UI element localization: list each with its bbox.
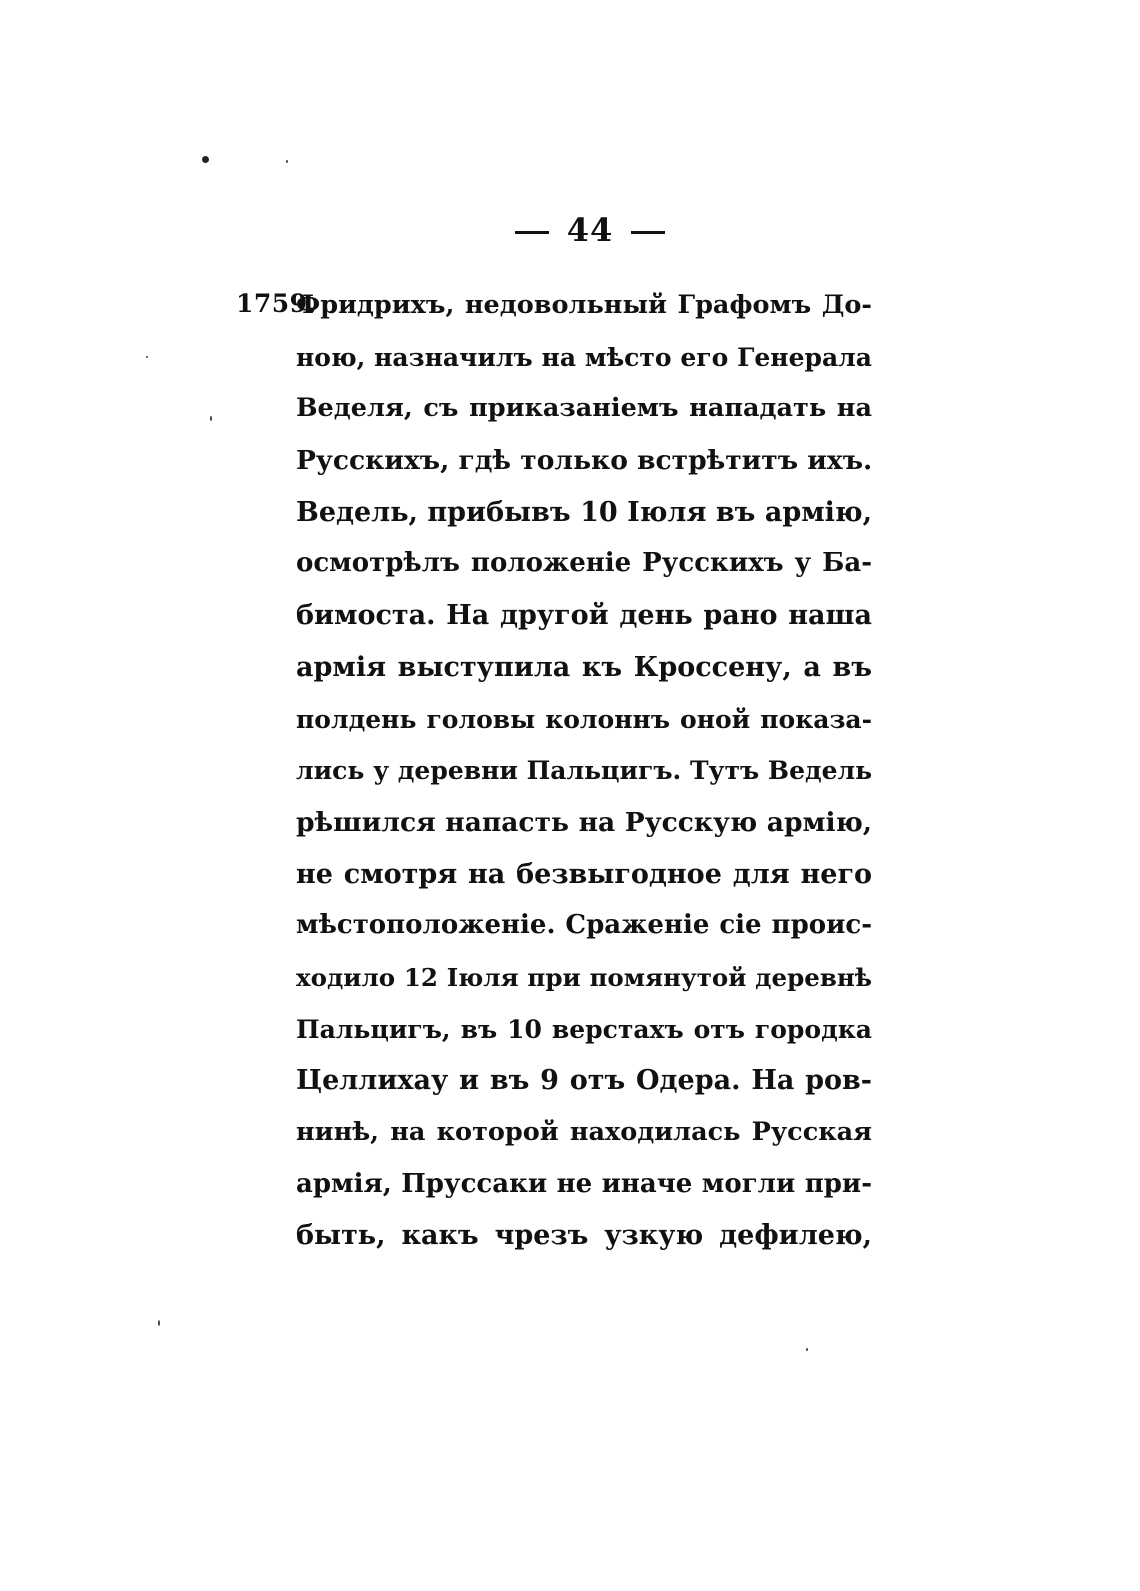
text-line: Ведель, прибывъ 10 Іюля въ армію, — [296, 496, 872, 528]
text-line: бимоста. На другой день рано наша — [296, 600, 872, 632]
scan-speck — [210, 416, 212, 421]
body-text — [296, 280, 872, 1262]
page-header — [470, 205, 710, 255]
text-line: армія выступила къ Кроссену, а въ — [296, 651, 872, 683]
header-dash-right — [631, 231, 665, 234]
scan-speck — [286, 160, 288, 163]
text-line: быть, какъ чрезъ узкую дефилею, — [296, 1220, 872, 1252]
text-line: Веделя, съ приказаніемъ нападать на — [296, 393, 872, 424]
text-line: Целлихау и въ 9 отъ Одера. На ров- — [296, 1065, 872, 1097]
text-line: ходило 12 Іюля при помянутой деревнѣ — [296, 962, 872, 992]
scan-speck — [146, 356, 148, 358]
text-line: лись у деревни Пальцигъ. Тутъ Ведель — [296, 756, 873, 786]
text-line: не смотря на безвыгодное для него — [296, 858, 872, 890]
scan-speck — [202, 156, 209, 163]
text-line: ною, назначилъ на мѣсто его Генерала — [296, 342, 872, 372]
text-line: мѣстоположеніе. Сраженіе сіе проис- — [296, 910, 872, 941]
header-dash-left — [515, 231, 549, 234]
scan-speck — [158, 1320, 160, 1326]
text-line: Пальцигъ, въ 10 верстахъ отъ городка — [296, 1014, 872, 1044]
text-line: осмотрѣлъ положеніе Русскихъ у Ба- — [296, 548, 872, 579]
text-line: нинѣ, на которой находилась Русская — [296, 1117, 872, 1147]
margin-year: 1759. — [236, 289, 317, 318]
scan-speck — [806, 1348, 808, 1351]
page-number: 44 — [566, 211, 614, 249]
text-line: Русскихъ, гдѣ только встрѣтитъ ихъ. — [296, 445, 873, 477]
text-line: армія, Пруссаки не иначе могли при- — [296, 1168, 872, 1199]
text-line: рѣшился напасть на Русскую армію, — [296, 806, 872, 838]
text-line: полдень головы колоннъ оной показа- — [296, 704, 872, 734]
text-line: Фридрихъ, недовольный Графомъ До- — [296, 290, 872, 320]
